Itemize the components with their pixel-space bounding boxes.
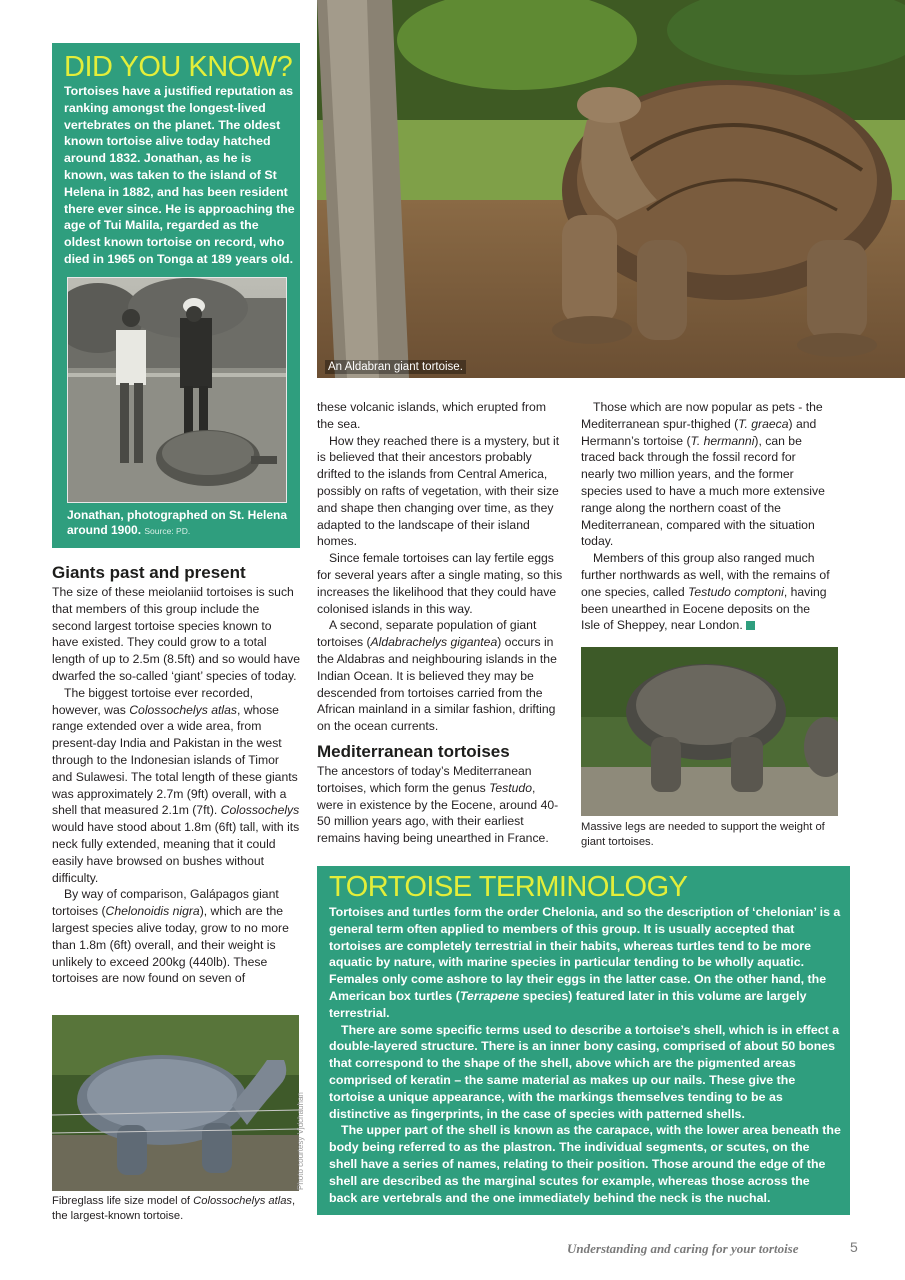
colossochelys-model-illustration (52, 1015, 299, 1191)
terminology-paragraph-1 (329, 904, 841, 1022)
col1-p2-text-b: , whose range extended over a wide area, from present-day India and Pakistan in the west through to the Indonesian islands of Timor and Sulawesi. The total length of these giants was approximately 2.7m (9ft) overall, with a shell that measured 2.1m (7ft). (52, 702, 298, 818)
jonathan-photo-illustration (68, 278, 286, 502)
tortoise-terminology-box (317, 866, 850, 1215)
giant-tortoise-legs-illustration (581, 647, 838, 816)
column-2 (317, 399, 565, 847)
col2-p5-italic: Testudo (489, 780, 532, 795)
col1-paragraph-2 (52, 685, 300, 887)
end-mark-icon (746, 621, 755, 630)
colossochelys-caption-a: Fibreglass life size model of (52, 1195, 194, 1207)
aldabran-tortoise-photo (317, 0, 905, 378)
did-you-know-box (52, 43, 300, 548)
col2-p4-text-a: A second, separate population of giant tortoises ( (317, 618, 537, 650)
col2-p4-italic: Aldabrachelys gigantea (370, 635, 498, 650)
terminology-p1-italic: Terrapene (459, 988, 520, 1003)
terminology-p1-text-a: Tortoises and turtles form the order Chelonia, and so the description of ‘chelonian’ is a general term often applied to members of this group. It is usually accepted that tortoises are completely terrestrial in their habits, whereas turtles tend to be more aquatic by nature, with marine species in particular tending to be wholly aquatic. Females only come ashore to lay their eggs in the latter case. On the other hand, the American box turtles ( (329, 905, 841, 1003)
col3-paragraph-1 (581, 399, 831, 550)
col1-paragraph-1: The size of these meiolaniid tortoises is such that members of this group include the second largest tortoise species known to have existed. They could grow to a total length of up to 2.5m (8.5ft) and so would have dwarfed the so-called ‘giant’ species of today. (52, 585, 300, 683)
jonathan-caption-source: Source: PD. (144, 526, 191, 536)
colossochelys-caption-b: , the largest-known tortoise. (52, 1195, 296, 1222)
col2-p5-text-b: , were in existence by the Eocene, around 40-50 million years ago, with their earliest remains having being unearthed in France. (317, 780, 559, 846)
did-you-know-title: DID YOU KNOW? (64, 51, 293, 83)
terminology-paragraph-2: There are some specific terms used to describe a tortoise’s shell, which is in effect a double-layered structure. There is an inner bony casing, comprised of about 50 bones that correspond to the shape of the shell, above which are the pigmented areas comprised of keratin – the same material as makes up our nails. These give the tortoise a unique appearance, with the markings themselves tending to be as distinctive as fingerprints, in the case of species with patterned shells. (329, 1022, 840, 1121)
colossochelys-caption (52, 1194, 300, 1224)
col2-paragraph-5 (317, 763, 565, 847)
col2-paragraph-2: How they reached there is a mystery, but it is believed that their ancestors probably drifted to the islands from Central America, possibly on rafts of vegetation, with their size and shape then changing over time, as they adapted to the landscape of their island homes. (317, 433, 560, 549)
col3-p1-text-a: Those which are now popular as pets - the Mediterranean spur-thighed ( (581, 400, 823, 431)
photo-credit: Photo courtesy Vjdchauhan (296, 1092, 305, 1190)
col2-p4-text-b: ) occurs in the Aldabras and neighbouring islands in the Indian Ocean. It is believed they may be descended from tortoises carried from the African mainland in a similar fashion, drifting on the ocean currents. (317, 635, 557, 734)
footer-title: Understanding and caring for your tortoise (567, 1241, 799, 1256)
col2-paragraph-1: these volcanic islands, which erupted from the sea. (317, 400, 546, 431)
col3-p1-text-b: ) and Hermann’s tortoise ( (581, 416, 817, 448)
jonathan-photo (67, 277, 287, 503)
col1-p2-italic-a: Colossochelys atlas (129, 702, 237, 717)
terminology-p1-text-b: species) featured later in this volume are largely terrestrial. (329, 988, 807, 1020)
col2-p5-text-a: The ancestors of today’s Mediterranean tortoises, which form the genus (317, 763, 532, 795)
col1-p3-text-a: By way of comparison, Galápagos giant tortoises ( (52, 887, 279, 919)
hero-caption: An Aldabran giant tortoise. (325, 360, 466, 374)
giant-tortoise-legs-photo (581, 647, 838, 816)
col1-p2-italic-b: Colossochelys (220, 803, 300, 818)
col1-p2-text-c: would have stood about 1.8m (6ft) tall, with its neck fully extended, meaning that it could easily have browsed on bushes without difficulty. (52, 820, 300, 885)
col2-paragraph-3: Since female tortoises can lay fertile eggs for several years after a single mating, so this increases the likelihood that they could have colonised islands in this way. (317, 551, 563, 616)
did-you-know-text: Tortoises have a justified reputation as ranking amongst the longest-lived vertebrates on the planet. The oldest known tortoise alive today hatched around 1832. Jonathan, as he is known, was taken to the island of St Helena in 1882, and has been resident there ever since. He is approaching the age of Tui Malila, regarded as the oldest known tortoise on record, who died in 1965 on Tonga at 189 years old. (64, 84, 295, 266)
jonathan-caption (67, 508, 295, 539)
col3-p1-text-c: ), can be traced back through the fossil record for nearly two million years, and the former species used to have a much more extensive range along the northern coast of the Mediterranean, compared with the situation today. (581, 433, 825, 549)
jonathan-caption-text: Jonathan, photographed on St. Helena around 1900. (67, 508, 288, 537)
col3-p1-italic-a: T. graeca (738, 416, 789, 431)
page-number: 5 (850, 1239, 858, 1255)
column-1 (52, 563, 300, 987)
aldabran-tortoise-illustration (317, 0, 905, 378)
colossochelys-caption-italic: Colossochelys atlas (193, 1195, 293, 1207)
colossochelys-model-photo (52, 1015, 299, 1191)
terminology-text (329, 904, 841, 1206)
terminology-paragraph-3: The upper part of the shell is known as the carapace, with the lower area beneath the body being referred to as the plastron. The individual segments, or scutes, on the shell have a series of names, relating to their position. Those around the edge of the shell are described as the marginal scutes for example, whereas those across the back are vertebrals and the one immediately behind the neck is the nuchal. (329, 1123, 841, 1205)
legs-caption: Massive legs are needed to support the weight of giant tortoises. (581, 821, 825, 848)
col3-p2-text-a: Members of this group also ranged much further northwards as well, with the remains of one species, called (581, 551, 830, 599)
col3-paragraph-2 (581, 550, 831, 634)
col1-paragraph-3 (52, 886, 300, 987)
col2-paragraph-4 (317, 617, 565, 735)
col3-p2-text-b: , having been unearthed in Eocene deposits on the Isle of Sheppey, near London. (581, 584, 827, 633)
col1-p3-italic: Chelonoidis nigra (105, 904, 200, 919)
col1-p2-text-a: The biggest tortoise ever recorded, however, was (52, 685, 254, 717)
col3-p1-italic-b: T. hermanni (690, 433, 755, 448)
heading-mediterranean: Mediterranean tortoises (317, 741, 510, 761)
col3-p2-italic: Testudo comptoni (688, 584, 784, 599)
terminology-title: TORTOISE TERMINOLOGY (329, 871, 688, 903)
column-3 (581, 399, 831, 634)
heading-giants: Giants past and present (52, 563, 246, 582)
col1-p3-text-b: ), which are the largest species alive today, grow to no more than 1.8m (6ft) overall, and their weight is unlikely to exceed 200kg (440lb). These tortoises are now found on seven of (52, 904, 289, 986)
